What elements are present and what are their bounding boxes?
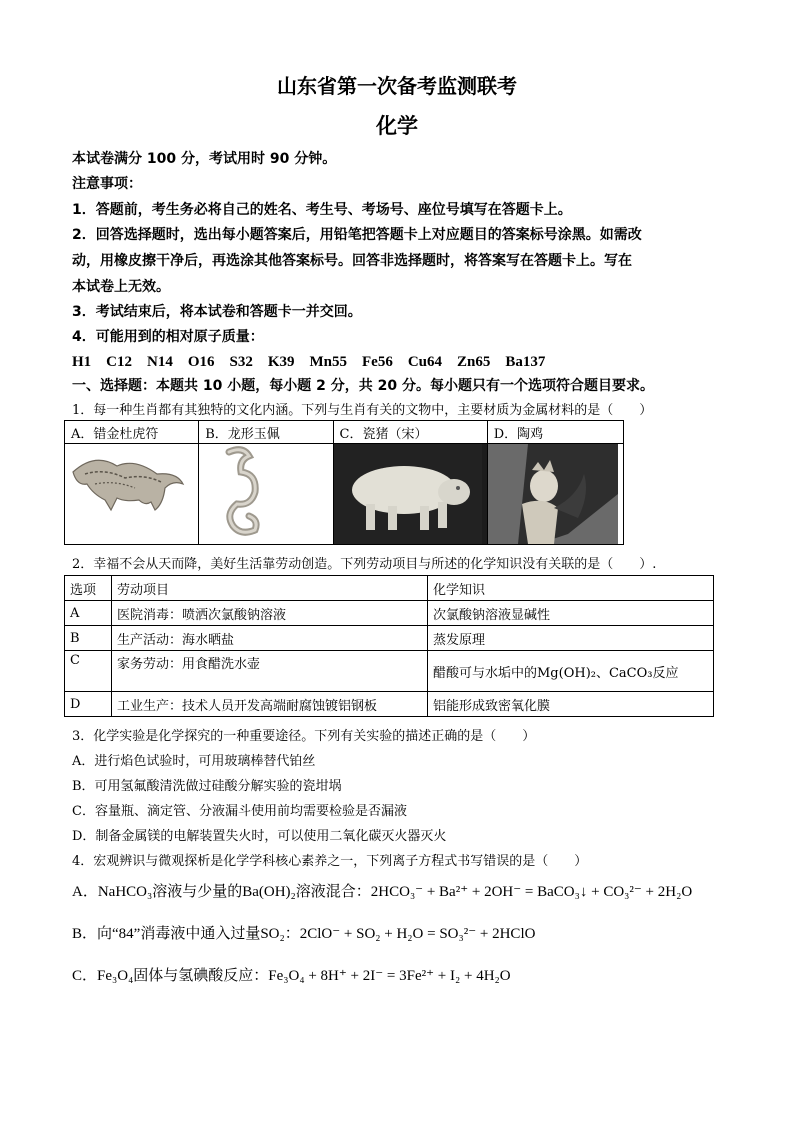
table-row <box>65 692 714 717</box>
q1-image-a <box>65 444 199 545</box>
subject-title: 化学 <box>376 114 418 138</box>
question-2-table <box>64 575 714 717</box>
question-3-stem: 3．化学实验是化学探究的一种重要途径。下列有关实验的描述正确的是（ ） <box>72 729 536 744</box>
notice-4: 4．可能用到的相对原子质量： <box>72 329 264 345</box>
q4-option-c: C．Fe₃O₄固体与氢碘酸反应：Fe₃O₄ + 8H⁺ + 2I⁻ = 3Fe²⁺ + I₂ + 4H₂O <box>72 968 511 984</box>
table-cell: 铝能形成致密氧化膜 <box>428 692 714 717</box>
notice-2a: 2．回答选择题时，选出每小题答案后，用铅笔把答题卡上对应题目的答案标号涂黑。如需改 <box>72 227 642 243</box>
table-cell: A <box>65 601 112 626</box>
notice-3: 3．考试结束后，将本试卷和答题卡一并交回。 <box>72 304 362 320</box>
table-cell: 蒸发原理 <box>428 626 714 651</box>
exam-title: 山东省第一次备考监测联考 <box>277 74 517 98</box>
q1-option-b: B．龙形玉佩 <box>199 421 333 444</box>
question-1-table <box>64 420 624 545</box>
q1-image-d <box>487 444 623 545</box>
table-cell: 工业生产：技术人员开发高端耐腐蚀镀铝钢板 <box>112 692 428 717</box>
table-header-row <box>65 576 714 601</box>
question-2-stem: 2．幸福不会从天而降，美好生活靠劳动创造。下列劳动项目与所述的化学知识没有关联的是（ ）. <box>72 557 657 572</box>
table-cell: 醋酸可与水垢中的Mg(OH)₂、CaCO₃反应 <box>428 651 714 692</box>
dragon-jade-image <box>199 444 327 544</box>
table-cell: 医院消毒：喷洒次氯酸钠溶液 <box>112 601 428 626</box>
table-cell: 次氯酸钠溶液显碱性 <box>428 601 714 626</box>
q3-option-a: A．进行焰色试验时，可用玻璃棒替代铂丝 <box>72 754 316 769</box>
question-1-stem: 1．每一种生肖都有其独特的文化内涵。下列与生肖有关的文物中，主要材质为金属材料的是（ ） <box>72 403 653 418</box>
q1-image-b <box>199 444 333 545</box>
section-heading: 一、选择题：本题共 10 小题，每小题 2 分，共 20 分。每小题只有一个选项符合题目要求。 <box>72 378 654 394</box>
q3-option-c: C．容量瓶、滴定管、分液漏斗使用前均需要检验是否漏液 <box>72 804 407 819</box>
table-cell: D <box>65 692 112 717</box>
notice-title: 注意事项： <box>72 176 142 192</box>
table-cell: 生产活动：海水晒盐 <box>112 626 428 651</box>
q3-option-d: D．制备金属镁的电解装置失火时，可以使用二氧化碳灭火器灭火 <box>72 829 447 844</box>
notice-2b: 动，用橡皮擦干净后，再选涂其他答案标号。回答非选择题时，将答案写在答题卡上。写在 <box>72 253 632 269</box>
table-row <box>65 651 714 692</box>
notice-1: 1．答题前，考生务必将自己的姓名、考生号、考场号、座位号填写在答题卡上。 <box>72 202 572 218</box>
tiger-tally-image <box>65 444 193 544</box>
q1-option-d: D．陶鸡 <box>487 421 623 444</box>
atomic-masses: H1 C12 N14 O16 S32 K39 Mn55 Fe56 Cu64 Zn65 Ba137 <box>72 354 546 370</box>
pottery-chicken-image <box>488 444 618 544</box>
q4-option-b: B．向“84”消毒液中通入过量SO₂：2ClO⁻ + SO₂ + H₂O = SO₃²⁻ + 2HClO <box>72 926 536 942</box>
table-cell: C <box>65 651 112 692</box>
table-cell: B <box>65 626 112 651</box>
question-4-stem: 4．宏观辨识与微观探析是化学学科核心素养之一，下列离子方程式书写错误的是（ ） <box>72 854 588 869</box>
notice-2c: 本试卷上无效。 <box>72 279 170 295</box>
table-cell: 家务劳动：用食醋洗水壶 <box>112 651 428 692</box>
table-header-cell: 选项 <box>65 576 112 601</box>
table-row <box>65 601 714 626</box>
table-row <box>65 626 714 651</box>
q4-option-a: A．NaHCO₃溶液与少量的Ba(OH)₂溶液混合：2HCO₃⁻ + Ba²⁺ + 2OH⁻ = BaCO₃↓ + CO₃²⁻ + 2H₂O <box>72 884 693 900</box>
q1-option-a: A．错金杜虎符 <box>65 421 199 444</box>
q1-image-c <box>333 444 487 545</box>
q3-option-b: B．可用氢氟酸清洗做过硅酸分解实验的瓷坩埚 <box>72 779 342 794</box>
table-header-cell: 劳动项目 <box>112 576 428 601</box>
table-header-cell: 化学知识 <box>428 576 714 601</box>
exam-info: 本试卷满分 100 分，考试用时 90 分钟。 <box>72 151 337 167</box>
q1-option-c: C．瓷猪（宋） <box>333 421 487 444</box>
porcelain-pig-image <box>334 444 482 544</box>
